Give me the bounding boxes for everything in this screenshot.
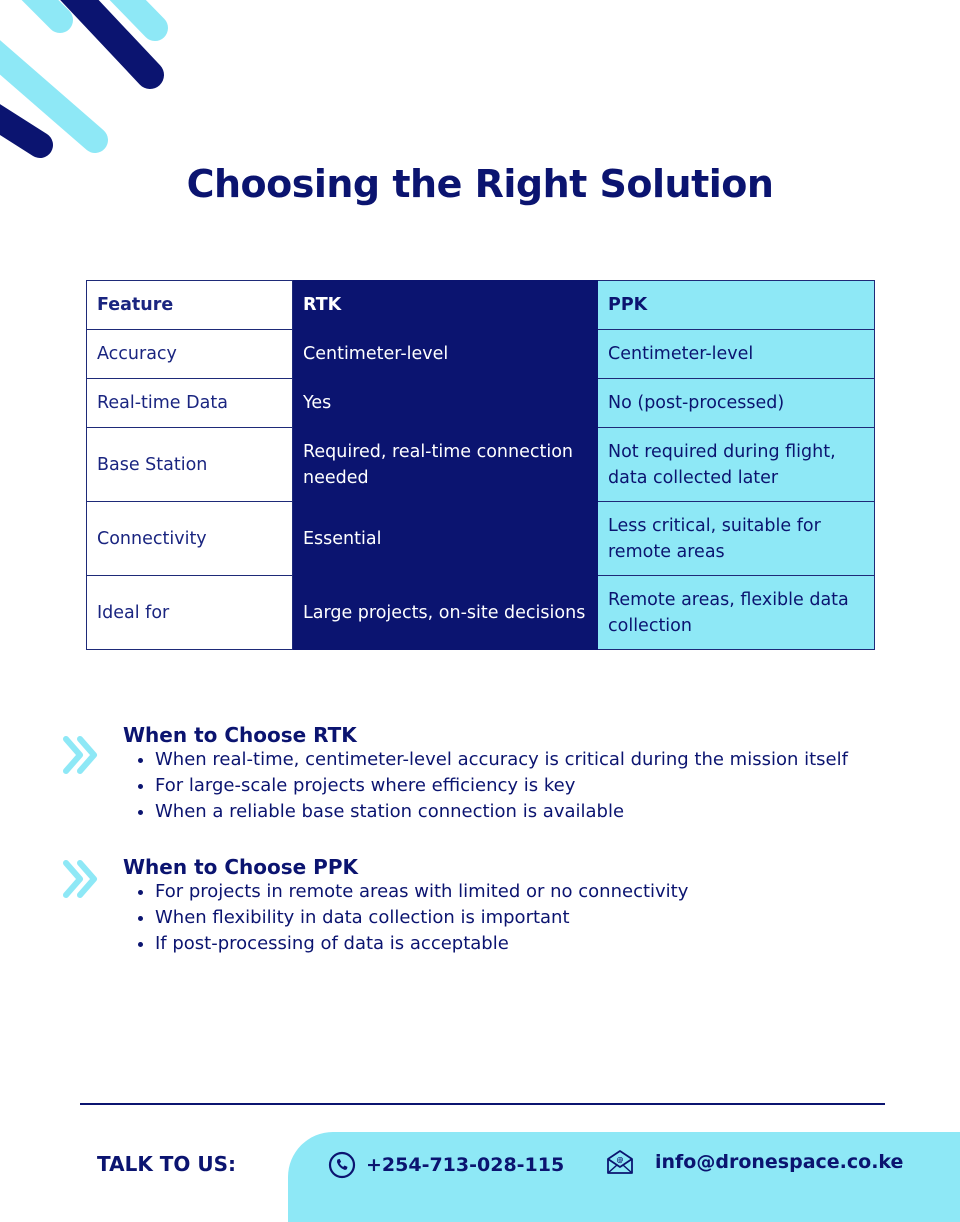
double-chevron-right-icon bbox=[60, 857, 104, 901]
table-row bbox=[87, 379, 875, 428]
cell-feature: Accuracy bbox=[87, 330, 293, 379]
list-item: • For large-scale projects where efficiency is key bbox=[155, 773, 848, 799]
table-row bbox=[87, 502, 875, 576]
email-address[interactable]: info@dronespace.co.ke bbox=[655, 1151, 904, 1173]
header-ppk: PPK bbox=[598, 281, 875, 330]
section-title: When to Choose RTK bbox=[123, 723, 357, 747]
list-item: • When a reliable base station connection is available bbox=[155, 799, 848, 825]
list-item: • When real-time, centimeter-level accuracy is critical during the mission itself bbox=[155, 747, 848, 773]
phone-contact[interactable] bbox=[328, 1151, 564, 1179]
table-header-row bbox=[87, 281, 875, 330]
footer-divider bbox=[80, 1103, 885, 1105]
double-chevron-right-icon bbox=[60, 733, 104, 777]
talk-to-us-label: TALK TO US: bbox=[97, 1152, 237, 1176]
corner-stripes-decoration bbox=[0, 0, 200, 180]
cell-rtk: Large projects, on-site decisions bbox=[293, 576, 598, 650]
table-row bbox=[87, 576, 875, 650]
cell-feature: Connectivity bbox=[87, 502, 293, 576]
email-icon bbox=[605, 1148, 635, 1176]
header-feature: Feature bbox=[87, 281, 293, 330]
phone-number[interactable]: +254-713-028-115 bbox=[366, 1154, 565, 1176]
cell-feature: Ideal for bbox=[87, 576, 293, 650]
cell-rtk: Essential bbox=[293, 502, 598, 576]
list-item: • For projects in remote areas with limited or no connectivity bbox=[155, 879, 688, 905]
comparison-table bbox=[86, 280, 875, 650]
header-rtk: RTK bbox=[293, 281, 598, 330]
email-contact[interactable] bbox=[605, 1148, 903, 1176]
svg-text:@: @ bbox=[616, 1156, 624, 1164]
table-row bbox=[87, 428, 875, 502]
list-item: • When flexibility in data collection is important bbox=[155, 905, 688, 931]
cell-feature: Real-time Data bbox=[87, 379, 293, 428]
list-item: • If post-processing of data is acceptable bbox=[155, 931, 688, 957]
cell-ppk: Centimeter-level bbox=[598, 330, 875, 379]
page-title: Choosing the Right Solution bbox=[186, 162, 774, 206]
bullet-list bbox=[133, 879, 688, 957]
cell-ppk: No (post-processed) bbox=[598, 379, 875, 428]
phone-icon bbox=[328, 1151, 356, 1179]
table-row bbox=[87, 330, 875, 379]
cell-rtk: Centimeter-level bbox=[293, 330, 598, 379]
cell-rtk: Yes bbox=[293, 379, 598, 428]
section-title: When to Choose PPK bbox=[123, 855, 358, 879]
cell-rtk: Required, real-time connection needed bbox=[293, 428, 598, 502]
cell-ppk: Not required during flight, data collected later bbox=[598, 428, 875, 502]
cell-ppk: Remote areas, flexible data collection bbox=[598, 576, 875, 650]
cell-ppk: Less critical, suitable for remote areas bbox=[598, 502, 875, 576]
bullet-list bbox=[133, 747, 848, 825]
cell-feature: Base Station bbox=[87, 428, 293, 502]
